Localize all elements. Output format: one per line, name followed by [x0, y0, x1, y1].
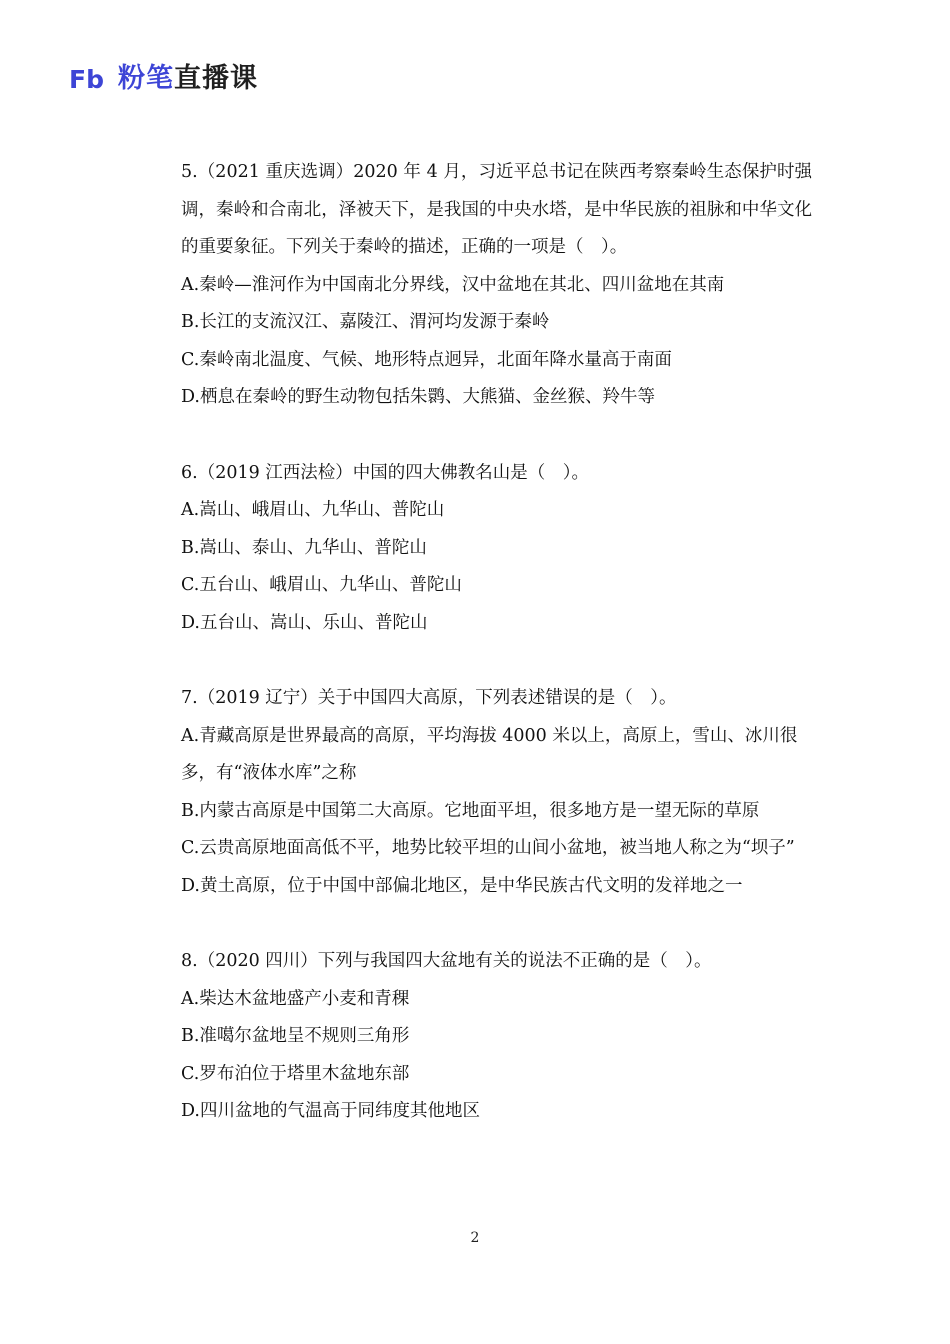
question-stem: 6.（2019 江西法检）中国的四大佛教名山是（ ）。 — [181, 462, 590, 483]
option-a: A.青藏高原是世界最高的高原，平均海拔 4000 米以上，高原上，雪山、冰川很多，有“液体水库”之称 — [181, 725, 798, 783]
page-number: 2 — [470, 1230, 480, 1246]
option-d: D.黄土高原，位于中国中部偏北地区，是中华民族古代文明的发祥地之一 — [181, 875, 743, 896]
question-8 — [144, 943, 812, 1131]
option-a: A.嵩山、峨眉山、九华山、普陀山 — [181, 500, 445, 520]
logo-mark-text: Fb — [69, 65, 104, 94]
question-stem: 5.（2021 重庆选调）2020 年 4 月，习近平总书记在陕西考察秦岭生态保护时强调，秦岭和合南北，泽被天下，是我国的中央水塔，是中华民族的祖脉和中华文化的重要象征。下列关于秦岭的描述，正确的一项是（ ）。 — [181, 162, 812, 257]
brand-logo — [68, 62, 258, 96]
option-c: C.罗布泊位于塔里木盆地东部 — [181, 1063, 410, 1084]
logo-brand: 粉笔 — [118, 63, 174, 94]
option-c: C.云贵高原地面高低不平，地势比较平坦的山间小盆地，被当地人称之为“坝子” — [181, 838, 795, 858]
question-list — [144, 154, 812, 1169]
option-a: A.秦岭—淮河作为中国南北分界线，汉中盆地在其北、四川盆地在其南 — [181, 274, 725, 295]
question-stem: 7.（2019 辽宁）关于中国四大高原，下列表述错误的是（ ）。 — [181, 688, 677, 708]
question-5 — [144, 154, 812, 417]
question-6 — [144, 455, 812, 643]
question-7 — [144, 680, 812, 905]
option-d: D.栖息在秦岭的野生动物包括朱鹮、大熊猫、金丝猴、羚牛等 — [181, 387, 655, 407]
question-stem: 8.（2020 四川）下列与我国四大盆地有关的说法不正确的是（ ）。 — [181, 951, 712, 971]
option-d: D.五台山、嵩山、乐山、普陀山 — [181, 612, 428, 633]
option-b: B.准噶尔盆地呈不规则三角形 — [181, 1026, 410, 1046]
option-b: B.长江的支流汉江、嘉陵江、渭河均发源于秦岭 — [181, 312, 550, 332]
option-b: B.嵩山、泰山、九华山、普陀山 — [181, 537, 427, 558]
option-c: C.五台山、峨眉山、九华山、普陀山 — [181, 575, 462, 595]
fenbi-logo-icon — [68, 64, 112, 94]
option-a: A.柴达木盆地盛产小麦和青稞 — [181, 988, 410, 1009]
option-b: B.内蒙古高原是中国第二大高原。它地面平坦，很多地方是一望无际的草原 — [181, 800, 760, 821]
option-d: D.四川盆地的气温高于同纬度其他地区 — [181, 1101, 480, 1121]
logo-suffix: 直播课 — [174, 63, 258, 94]
option-c: C.秦岭南北温度、气候、地形特点迥异，北面年降水量高于南面 — [181, 349, 672, 370]
logo-text — [118, 62, 258, 96]
